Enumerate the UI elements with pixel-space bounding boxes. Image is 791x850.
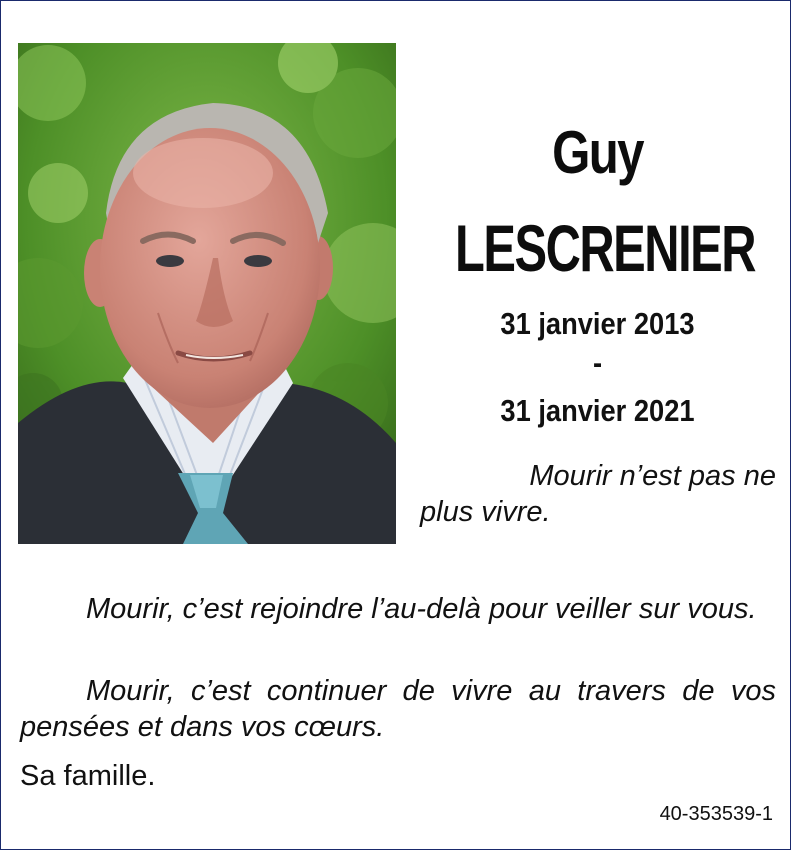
quote-top [420,458,776,530]
quote-top-line-2: plus vivre. [420,496,551,528]
paragraph-2-text: Mourir, c’est continuer de vivre au travers de vos pensées et dans vos cœurs. [20,675,776,743]
first-name: Guy [552,119,643,186]
portrait-photo [18,43,396,544]
paragraph-1-text: Mourir, c’est rejoindre l’au-delà pour veiller sur vous. [86,593,757,625]
portrait-illustration [18,43,396,544]
reference-number: 40-353539-1 [659,803,773,825]
quote-top-line-1: Mourir n’est pas ne [529,460,776,492]
date-separator: - [592,345,603,380]
end-date: 31 janvier 2021 [500,393,695,428]
signoff: Sa famille. [20,760,156,792]
last-name: LESCRENIER [455,211,756,285]
paragraph-2 [20,673,776,745]
paragraph-1 [20,591,776,627]
start-date: 31 janvier 2013 [500,306,695,341]
